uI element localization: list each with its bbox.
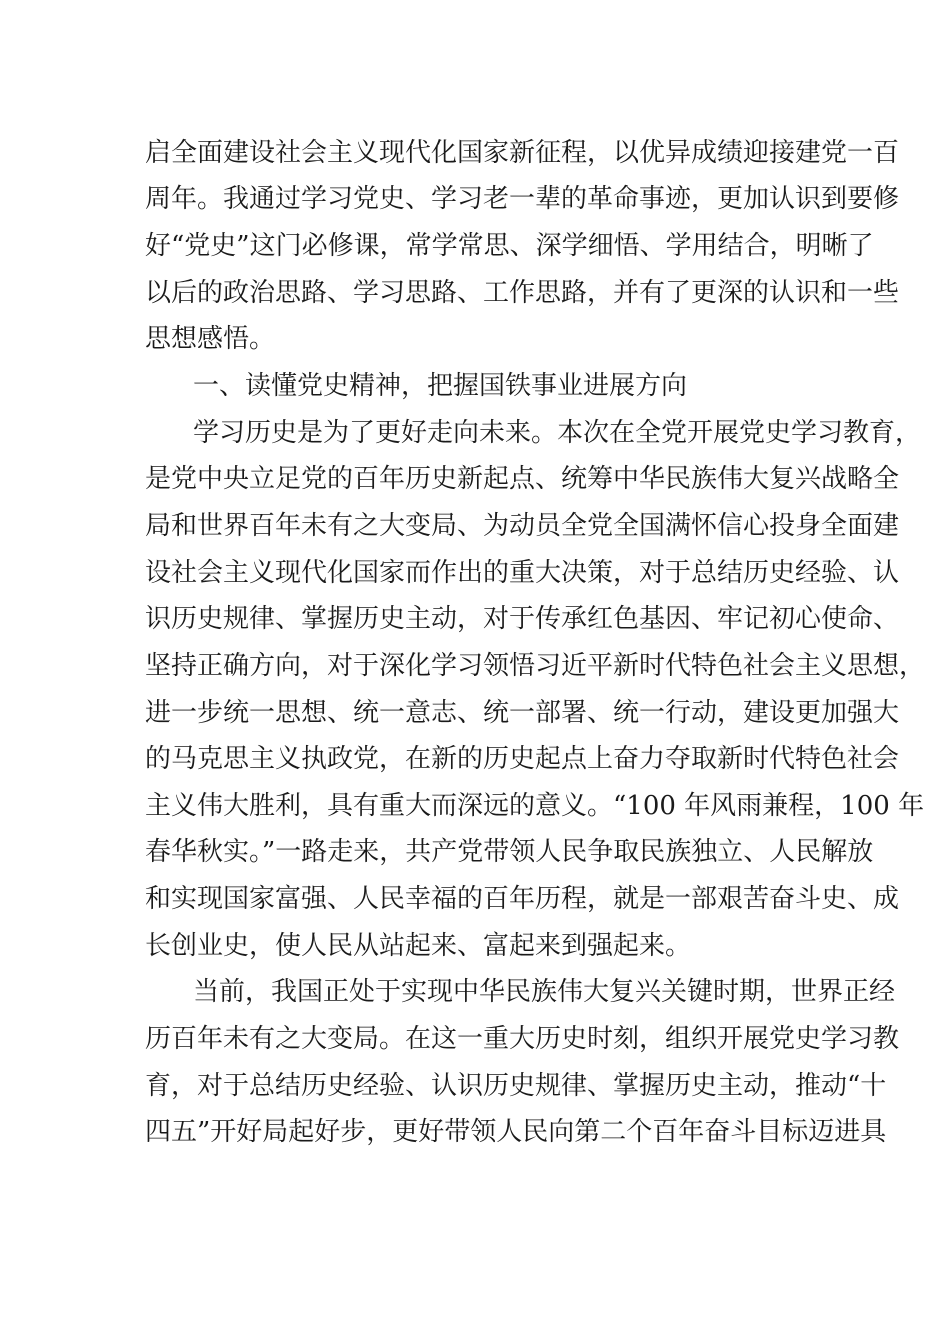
text-line-1: 启全面建设社会主义现代化国家新征程，以优异成绩迎接建党一百: [145, 138, 900, 168]
text-line-9: 局和世界百年未有之大变局、为动员全党全国满怀信心投身全面建: [145, 511, 900, 541]
text-line-16: 春华秋实。”一路走来，共产党带领人民争取民族独立、人民解放: [145, 837, 874, 867]
text-line-4: 以后的政治思路、学习思路、工作思路，并有了更深的认识和一些: [145, 278, 900, 308]
text-line-3: 好“党史”这门必修课，常学常思、深学细悟、学用结合，明晰了: [145, 231, 874, 261]
text-line-19: 当前，我国正处于实现中华民族伟大复兴关键时期，世界正经: [193, 977, 896, 1007]
text-line-11: 识历史规律、掌握历史主动，对于传承红色基因、牢记初心使命、: [145, 604, 900, 634]
section-heading: 一、读懂党史精神，把握国铁事业进展方向: [193, 371, 688, 401]
text-line-20: 历百年未有之大变局。在这一重大历史时刻，组织开展党史学习教: [145, 1024, 900, 1054]
text-line-12: 坚持正确方向，对于深化学习领悟习近平新时代特色社会主义思想，: [145, 651, 926, 681]
text-line-13: 进一步统一思想、统一意志、统一部署、统一行动，建设更加强大: [145, 698, 900, 728]
text-line-5: 思想感悟。: [145, 324, 276, 354]
text-line-22: 四五”开好局起好步，更好带领人民向第二个百年奋斗目标迈进具: [145, 1117, 887, 1147]
text-line-7: 学习历史是为了更好走向未来。本次在全党开展党史学习教育，: [193, 418, 922, 448]
text-line-15: 主义伟大胜利，具有重大而深远的意义。“100 年风雨兼程，100 年: [145, 791, 925, 821]
text-line-2: 周年。我通过学习党史、学习老一辈的革命事迹，更加认识到要修: [145, 184, 900, 214]
text-line-21: 育，对于总结历史经验、认识历史规律、掌握历史主动，推动“十: [145, 1071, 887, 1101]
text-line-17: 和实现国家富强、人民幸福的百年历程，就是一部艰苦奋斗史、成: [145, 884, 900, 914]
text-line-18: 长创业史，使人民从站起来、富起来到强起来。: [145, 931, 692, 961]
text-line-14: 的马克思主义执政党，在新的历史起点上奋力夺取新时代特色社会: [145, 744, 900, 774]
text-line-8: 是党中央立足党的百年历史新起点、统筹中华民族伟大复兴战略全: [145, 464, 900, 494]
text-line-10: 设社会主义现代化国家而作出的重大决策，对于总结历史经验、认: [145, 558, 900, 588]
